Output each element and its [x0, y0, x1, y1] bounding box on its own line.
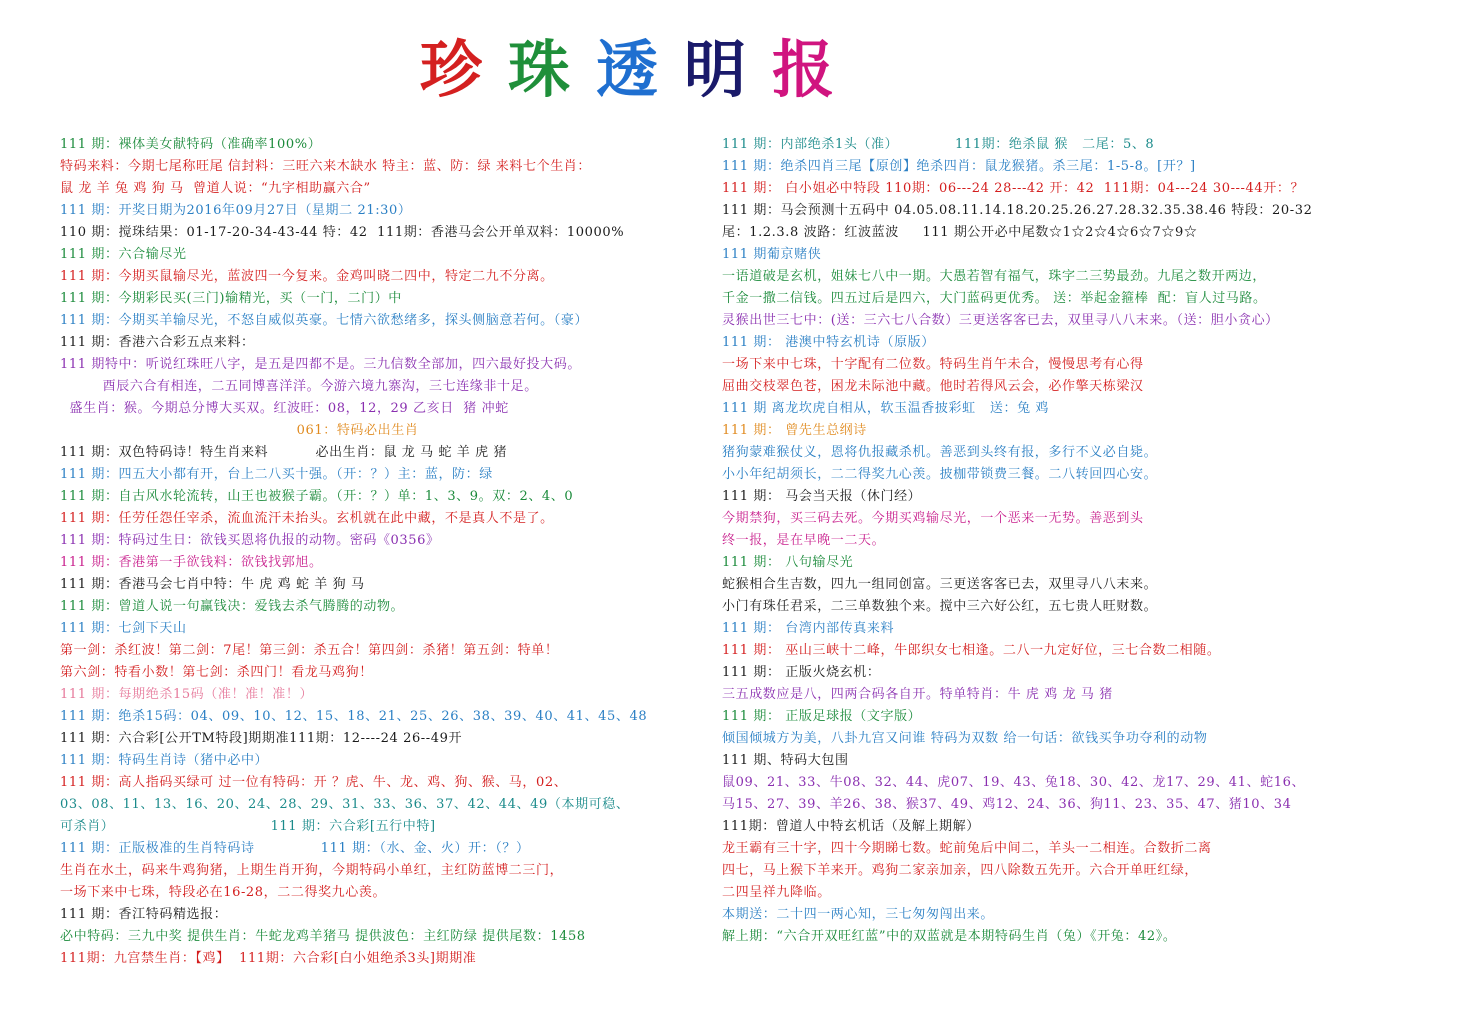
- left-column: [60, 134, 700, 970]
- text-line: 061：特码必出生肖: [60, 423, 419, 438]
- text-line: 111 期：马会预测十五码中 04.05.08.11.14.18.20.25.26.27.28.32.35.38.46 特段：20-32: [722, 203, 1313, 218]
- title-char: 报: [772, 33, 835, 106]
- text-line: 111 期：六合输尽光: [60, 247, 187, 262]
- text-line: 屈曲交枝翠色苍，困龙未际池中藏。他时若得风云会，必作擎天栋梁汉: [722, 379, 1144, 394]
- text-line: 111 期： 正版火烧玄机：: [722, 665, 881, 680]
- text-line: 鼠09、21、33、牛08、32、44、虎07、19、43、兔18、30、42、龙17、29、41、蛇16、: [722, 775, 1306, 790]
- text-line: 尾：1.2.3.8 波路：红波蓝波 111 期公开必中尾数☆1☆2☆4☆6☆7☆9☆: [722, 225, 1198, 240]
- text-line: 111期：九宫禁生肖：【鸡】 111期：六合彩[白小姐绝杀3头]期期准: [60, 951, 477, 966]
- text-line: 酉辰六合有相连，二五同博喜洋洋。今游六境九寨沟，三七连缘非十足。: [60, 379, 538, 394]
- text-line: 111 期：自古风水轮流转，山王也被猴子霸。（开：？）单：1、3、9。双：2、4、0: [60, 489, 574, 504]
- text-line: 111 期：每期绝杀15码（准！准！准！）: [60, 687, 314, 702]
- text-line: 03、08、11、13、16、20、24、28、29、31、33、36、37、42、44、49（本期可稳、: [60, 797, 630, 812]
- text-line: 今期禁狗，买三码去死。今期买鸡输尽光，一个恶来一无势。善恶到头: [722, 511, 1144, 526]
- text-line: 倾国倾城方为美，八卦九宫又问谁 特码为双数 给一句话：欲钱买争功夺利的动物: [722, 731, 1208, 746]
- text-line: 龙王霸有三十字，四十今期睇七数。蛇前兔后中间二，羊头一二相连。合数折二离: [722, 841, 1212, 856]
- text-line: 111 期：绝杀四肖三尾【原创】绝杀四肖：鼠龙猴猪。杀三尾：1-5-8。[开？]: [722, 159, 1196, 174]
- text-line: 111 期： 台湾内部传真来料: [722, 621, 895, 636]
- text-line: 111 期：裸体美女献特码（准确率100%）: [60, 137, 322, 152]
- text-line: 111 期： 港澳中特玄机诗（原版）: [722, 335, 935, 350]
- text-line: 111 期：四五大小都有开，台上二八买十强。（开：？）主：蓝，防：绿: [60, 467, 493, 482]
- text-line: 小门有珠任君采，二三单数独个来。搅中三六好公红，五七贵人旺财数。: [722, 599, 1158, 614]
- right-column: [722, 134, 1442, 948]
- newspaper-title: [420, 30, 834, 110]
- text-line: 111 期：香江特码精选报：: [60, 907, 228, 922]
- text-line: 灵猴出世三七中：(送：三六七八合数）三更送客客已去，双里寻八八末来。（送：胆小贪心）: [722, 313, 1279, 328]
- text-line: 111 期葡京赌侠: [722, 247, 822, 262]
- text-line: 小小年纪胡须长，二二得奖九心羡。披枷带锁费三餐。二八转回四心安。: [722, 467, 1158, 482]
- text-line: 111 期：绝杀15码：04、09、10、12、15、18、21、25、26、38、39、40、41、45、48: [60, 709, 648, 724]
- text-line: 111 期： 正版足球报（文字版）: [722, 709, 922, 724]
- text-line: 111 期：七剑下天山: [60, 621, 187, 636]
- text-line: 第一剑：杀红波！第二剑：7尾！第三剑：杀五合！第四剑：杀猪！第五剑：特单！: [60, 643, 559, 658]
- text-line: 111 期： 八句输尽光: [722, 555, 854, 570]
- text-line: 可杀肖） 111 期：六合彩[五行中特]: [60, 819, 436, 834]
- text-line: 111 期：香港马会七肖中特：牛 虎 鸡 蛇 羊 狗 马: [60, 577, 365, 592]
- text-line: 111 期：特码生肖诗（猪中必中）: [60, 753, 269, 768]
- text-line: 111 期： 曾先生总纲诗: [722, 423, 867, 438]
- text-line: 终一报，是在早晚一二天。: [722, 533, 886, 548]
- text-line: 111 期：内部绝杀1头（准） 111期：绝杀鼠 猴 二尾：5、8: [722, 137, 1155, 152]
- text-line: 盛生肖：猴。今期总分博大买双。红波旺：08，12，29 乙亥日 猪 冲蛇: [60, 401, 509, 416]
- text-line: 四七，马上猴下羊来开。鸡狗二家亲加亲，四八除数五先开。六合开单旺红绿，: [722, 863, 1199, 878]
- title-char: 珠: [508, 33, 571, 106]
- text-line: 111 期：开奖日期为2016年09月27日（星期二 21:30）: [60, 203, 412, 218]
- text-line: 必中特码：三九中奖 提供生肖：牛蛇龙鸡羊猪马 提供波色：主红防绿 提供尾数：1458: [60, 929, 586, 944]
- text-line: 111 期：六合彩[公开TM特段]期期准111期：12----24 26--49开: [60, 731, 463, 746]
- text-line: 本期送：二十四一两心知，三七匆匆闯出来。: [722, 907, 995, 922]
- text-line: 111 期： 白小姐必中特段 110期：06---24 28---42 开：42 111期：04---24 30---44开：？: [722, 181, 1305, 196]
- text-line: 111 期： 巫山三峡十二峰，牛郎织女七相逢。二八一九定好位，三七合数二相随。: [722, 643, 1221, 658]
- text-line: 111 期：任劳任怨任宰杀，流血流汗未抬头。玄机就在此中藏，不是真人不是了。: [60, 511, 554, 526]
- text-line: 解上期：“六合开双旺红蓝”中的双蓝就是本期特码生肖（兔）《开兔：42》。: [722, 929, 1177, 944]
- text-line: 一场下来中七珠，特段必在16-28，二二得奖九心羡。: [60, 885, 387, 900]
- text-line: 111 期 离龙坎虎自相从，软玉温香披彩虹 送：兔 鸡: [722, 401, 1050, 416]
- text-line: 111 期：曾道人说一句赢钱决：爱钱去杀气腾腾的动物。: [60, 599, 405, 614]
- title-char: 透: [596, 33, 659, 106]
- text-line: 111 期：今期买羊输尽光，不怒自威似英豪。七情六欲愁绪多，探头侧脑意若何。（豪）: [60, 313, 589, 328]
- text-line: 111 期：正版极准的生肖特码诗 111 期：（水、金、火）开：（？）: [60, 841, 530, 856]
- text-line: 鼠 龙 羊 兔 鸡 狗 马 曾道人说：“九字相助赢六合”: [60, 181, 371, 196]
- title-char: 珍: [420, 33, 483, 106]
- text-line: 千金一撒二信钱。四五过后是四六，大门蓝码更优秀。 送：举起金箍棒 配：盲人过马路。: [722, 291, 1267, 306]
- text-line: 111 期：今期买鼠输尽光，蓝波四一今复来。金鸡叫晓二四中，特定二九不分离。: [60, 269, 554, 284]
- text-line: 111 期： 马会当天报（休门经）: [722, 489, 922, 504]
- text-line: 三五成数应是八，四两合码各自开。特单特肖：牛 虎 鸡 龙 马 猪: [722, 687, 1113, 702]
- text-line: 111 期：今期彩民买(三门)输精光，买（一门，二门）中: [60, 291, 402, 306]
- text-line: 马15、27、39、羊26、38、猴37、49、鸡12、24、36、狗11、23、35、47、猪10、34: [722, 797, 1292, 812]
- text-line: 111期：曾道人中特玄机话（及解上期解）: [722, 819, 980, 834]
- text-line: 第六剑：特看小数！第七剑：杀四门！看龙马鸡狗！: [60, 665, 373, 680]
- text-line: 110 期：搅珠结果：01-17-20-34-43-44 特：42 111期：香港马会公开单双料：10000%: [60, 225, 625, 240]
- text-line: 111 期、特码大包围: [722, 753, 849, 768]
- text-line: 111 期：香港六合彩五点来料：: [60, 335, 255, 350]
- text-line: 111 期：香港第一手欲钱料：欲钱找郭旭。: [60, 555, 323, 570]
- text-line: 生肖在水土，码来牛鸡狗猪，上期生肖开狗，今期特码小单红，主红防蓝博二三门，: [60, 863, 564, 878]
- text-line: 111 期：双色特码诗！特生肖来料 必出生肖：鼠 龙 马 蛇 羊 虎 猪: [60, 445, 508, 460]
- text-line: 111 期特中：听说红珠旺八字，是五是四都不是。三九信数全部加，四六最好投大码。: [60, 357, 581, 372]
- text-line: 111 期：高人指码买绿可 过一位有特码：开 ？虎、牛、龙、鸡、狗、猴、马，02、: [60, 775, 568, 790]
- text-line: 猪狗蒙难猴仗义，恩将仇报藏杀机。善恶到头终有报，多行不义必自毙。: [722, 445, 1158, 460]
- text-line: 一语道破是玄机，姐妹七八中一期。大愚若智有福气，珠字二三势最劲。九尾之数开两边，: [722, 269, 1267, 284]
- text-line: 特码来料：今期七尾称旺尾 信封料：三旺六来木缺水 特主：蓝、防：绿 来料七个生肖：: [60, 159, 591, 174]
- title-char: 明: [684, 33, 747, 106]
- text-line: 111 期：特码过生日：欲钱买恩将仇报的动物。密码《0356》: [60, 533, 440, 548]
- text-line: 二四呈祥九降临。: [722, 885, 831, 900]
- text-line: 蛇猴相合生吉数，四九一组同创富。三更送客客已去，双里寻八八末来。: [722, 577, 1158, 592]
- text-line: 一场下来中七珠，十字配有二位数。特码生肖午未合，慢慢思考有心得: [722, 357, 1144, 372]
